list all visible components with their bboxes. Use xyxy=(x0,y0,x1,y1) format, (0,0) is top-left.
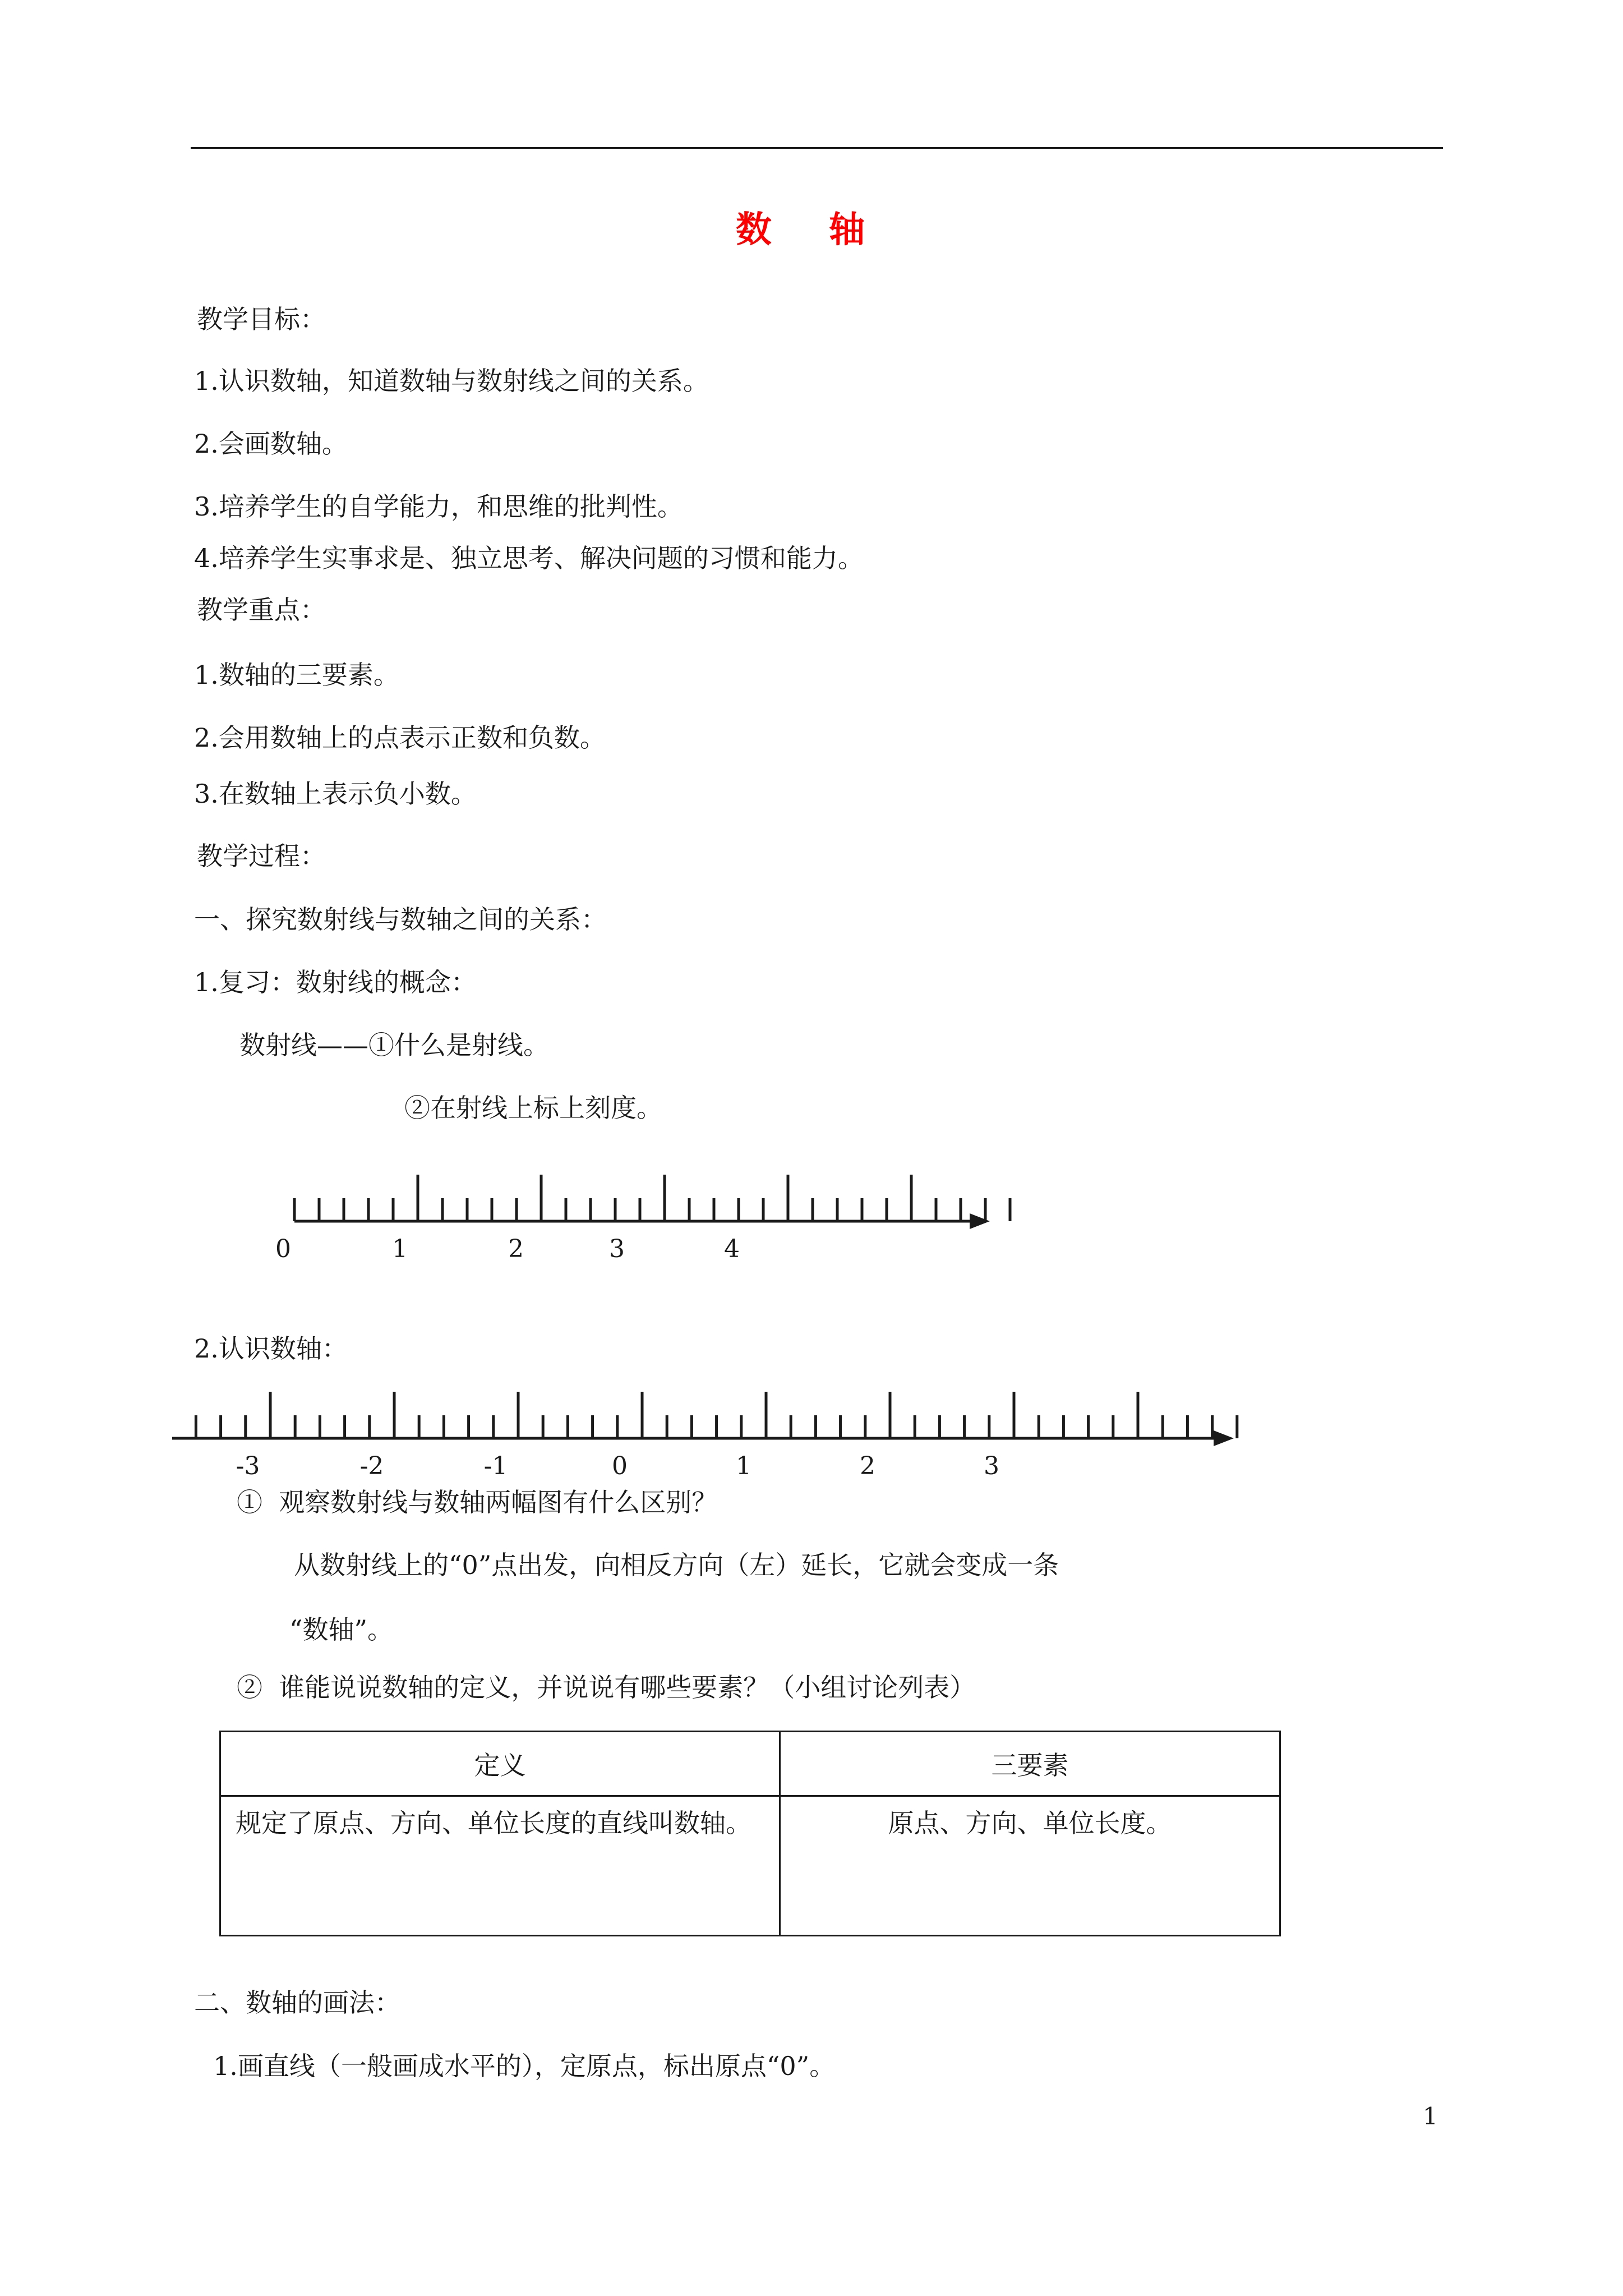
axis-tick-label: 2 xyxy=(860,1452,875,1480)
key-point-3: 3.在数轴上表示负小数。 xyxy=(194,779,477,809)
axis-tick-label: 1 xyxy=(736,1452,751,1480)
goal-3: 3.培养学生的自学能力，和思维的批判性。 xyxy=(194,491,683,522)
goal-2: 2.会画数轴。 xyxy=(194,429,348,459)
header-definition: 定义 xyxy=(220,1732,780,1796)
ray-line-2: ②在射线上标上刻度。 xyxy=(404,1093,662,1123)
section-1-heading: 一、探究数射线与数轴之间的关系： xyxy=(194,904,607,935)
process-heading: 教学过程： xyxy=(197,841,326,871)
page-number: 1 xyxy=(1423,2102,1438,2130)
ray-line-1: 数射线——①什么是射线。 xyxy=(239,1030,549,1060)
axis-arrow-icon xyxy=(1214,1430,1234,1446)
axis-tick-label: -2 xyxy=(359,1452,384,1480)
recognize-line: 2.认识数轴： xyxy=(194,1333,348,1364)
goal-1: 1.认识数轴，知道数轴与数射线之间的关系。 xyxy=(194,366,709,396)
observe-question: ① 观察数射线与数轴两幅图有什么区别？ xyxy=(237,1487,718,1517)
define-question: ② 谁能说说数轴的定义，并说说有哪些要素？（小组讨论列表） xyxy=(237,1672,976,1703)
header-three-elements: 三要素 xyxy=(780,1732,1280,1796)
ray-tick-label: 3 xyxy=(609,1235,625,1263)
ray-tick-label: 2 xyxy=(508,1235,524,1263)
axis-tick-label: 3 xyxy=(984,1452,999,1480)
goals-heading: 教学目标： xyxy=(197,304,326,334)
observe-answer-1: 从数射线上的“0”点出发，向相反方向（左）延长，它就会变成一条 xyxy=(294,1550,1059,1580)
ray-arrow-icon xyxy=(970,1213,990,1229)
draw-step-1: 1.画直线（一般画成水平的），定原点，标出原点“0”。 xyxy=(213,2051,836,2081)
observe-answer-2: “数轴”。 xyxy=(289,1614,394,1645)
elements-text: 原点、方向、单位长度。 xyxy=(888,1808,1172,1838)
page-title: 数 轴 xyxy=(735,209,888,251)
axis-tick-label: -1 xyxy=(483,1452,508,1480)
axis-tick-label: -3 xyxy=(236,1452,260,1480)
review-line: 1.复习：数射线的概念： xyxy=(194,967,477,997)
key-point-1: 1.数轴的三要素。 xyxy=(194,660,399,690)
ray-tick-label: 1 xyxy=(392,1235,408,1263)
axis-tick-label: 0 xyxy=(612,1452,628,1480)
key-point-2: 2.会用数轴上的点表示正数和负数。 xyxy=(194,723,606,753)
key-heading: 教学重点： xyxy=(197,595,326,625)
ray-tick-label: 0 xyxy=(275,1235,291,1263)
goal-4: 4.培养学生实事求是、独立思考、解决问题的习惯和能力。 xyxy=(194,543,864,573)
section-2-heading: 二、数轴的画法： xyxy=(194,1987,400,2018)
definition-text: 规定了原点、方向、单位长度的直线叫数轴。 xyxy=(236,1808,751,1838)
ray-tick-label: 4 xyxy=(724,1235,740,1263)
